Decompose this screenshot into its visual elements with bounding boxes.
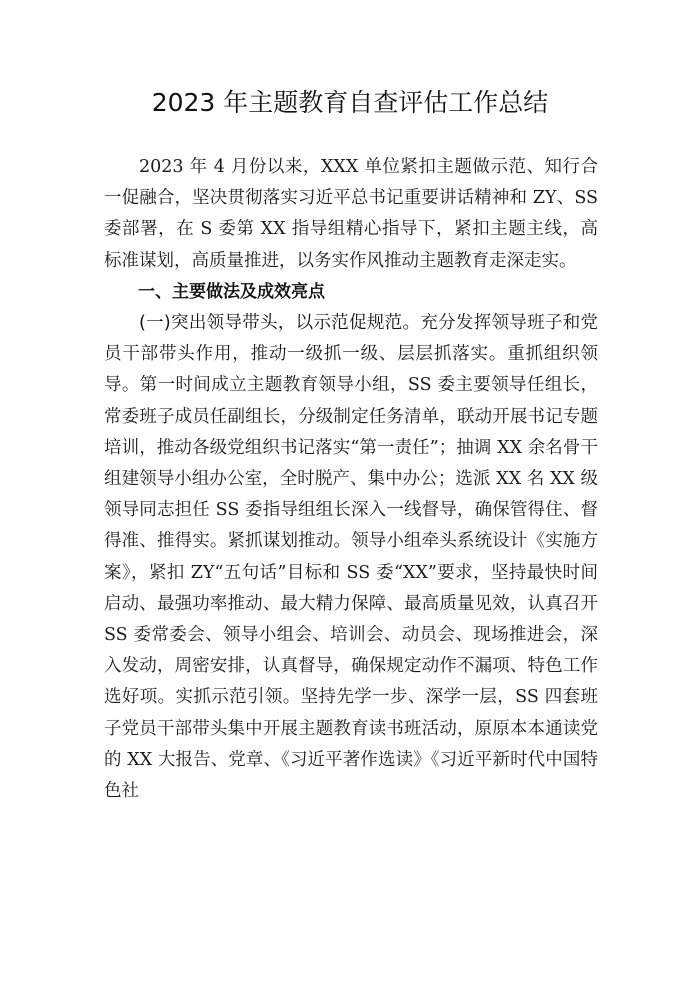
document-title: 2023 年主题教育自查评估工作总结: [151, 88, 549, 117]
subsection-body: 充分发挥领导班子和党员干部带头作用，推动一级抓一级、层层抓落实。重抓组织领导。第一时间成立主题教育领导小组，SS 委主要领导任组长，常委班子成员任副组长，分级制定任务清单，联动开展书记专题培训，推动各级党组织书记落实“第一责任”；抽调 XX 余名骨干组建领导小组办公室，全时脱产、集中办公；选派 XX 名 XX 级领导同志担任 SS 委指导组组长深入一线督导，确保管得住、督得准、推得实。紧抓谋划推动。领导小组牵头系统设计《实施方案》，紧扣 ZY“五句话”目标和 SS 委“XX”要求，坚持最快时间启动、最强功率推动、最大精力保障、最高质量见效，认真召开 SS 委常委会、领导小组会、培训会、动员会、现场推进会，深入发动，周密安排，认真督导，确保规定动作不漏项、特色工作选好项。实抓示范引领。坚持先学一步、深学一层，SS 四套班子党员干部带头集中开展主题教育读书班活动，原原本本通读党的 XX 大报告、党章、《习近平著作选读》《习近平新时代中国特色社: [104, 313, 599, 802]
intro-paragraph: 2023 年 4 月份以来，XXX 单位紧扣主题做示范、知行合一促融合，坚决贯彻落实习近平总书记重要讲话精神和 ZY、SS 委部署，在 S 委第 XX 指导组精心指导下，紧扣主题主线，高标准谋划，高质量推进，以务实作风推动主题教育走深走实。: [104, 157, 598, 271]
document-body: [104, 152, 598, 807]
subsection-paragraph: [104, 308, 598, 807]
section-heading: 一、主要做法及成效亮点: [138, 281, 325, 302]
subsection-heading: (一)突出领导带头，以示范促规范。: [139, 313, 421, 334]
